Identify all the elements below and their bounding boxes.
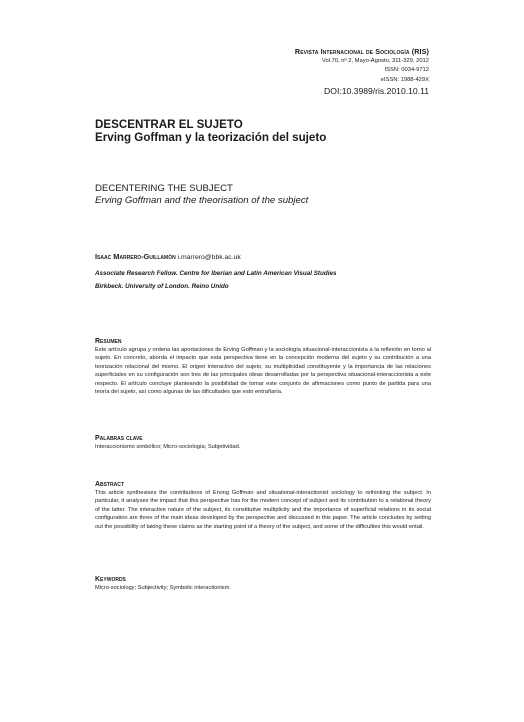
author-affiliation-1: Associate Research Fellow. Centre for Iberian and Latin American Visual Studies xyxy=(95,270,337,277)
author-block xyxy=(95,252,435,293)
subtitle-en: Erving Goffman and the theorisation of the subject xyxy=(95,195,309,206)
abstract-heading: Abstract xyxy=(95,481,124,488)
keywords-section xyxy=(95,575,431,592)
keywords-heading: Keywords xyxy=(95,576,126,583)
resumen-heading: Resumen xyxy=(95,338,122,345)
author-affiliation-2: Birkbeck. University of London. Reino Unido xyxy=(95,283,229,291)
palabras-clave-body: Interaccionismo simbólico; Micro-sociología; Subjetividad. xyxy=(95,444,241,450)
title-es: DESCENTRAR EL SUJETO xyxy=(95,118,243,131)
journal-issn: ISSN: 0034-9712 xyxy=(384,67,429,74)
keywords-body: Micro-sociology; Subjectivity; Symbolic interactionism. xyxy=(95,585,231,591)
journal-header xyxy=(295,47,429,97)
author-email: i.marrero@bbk.ac.uk xyxy=(177,254,241,261)
journal-volume: Vol.70, nº 2, Mayo-Agosto, 311-329, 2012 xyxy=(321,57,429,64)
title-en: DECENTERING THE SUBJECT xyxy=(95,183,233,194)
abstract-section xyxy=(95,480,431,531)
author-name: Isaac Marrero-Guillamón xyxy=(95,252,176,261)
abstract-body: This article synthesises the contributions of Erving Goffman and situational-interactionist sociology to rethinking the subject. In particular, it analyses the impact that this perspective has for the modern concept of subject and its contribution to a relational theory of the latter. The interactive nature of the subject, its constitutive multiplicity and the importance of superficial relations in its social configuration are three of the main ideas developed by the perspective and discussed in this paper. The article concludes by setting out the possibility of taking these claims as the starting point of a theory of the subject, and some of the difficulties this would entail. xyxy=(95,490,431,530)
palabras-clave-heading: Palabras clave xyxy=(95,435,143,442)
subtitle-es: Erving Goffman y la teorización del sujeto xyxy=(95,131,327,144)
author-line xyxy=(95,252,435,262)
journal-doi: DOI:10.3989/ris.2010.10.11 xyxy=(324,86,429,97)
spanish-title-block xyxy=(95,118,435,144)
resumen-body: Este artículo agrupa y ordena las aportaciones de Erving Goffman y la sociología situacional-interaccionista a la reflexión en torno al sujeto. En concreto, aborda el impacto que esta perspectiva tiene en la concepción moderna del sujeto y su contribución a una teorización relacional del mismo. El origen interactivo del sujeto, su multiplicidad constituyente y la importancia de las relaciones superficiales en su configuración son tres de las principales ideas desarrolladas por la perspectiva situacional-interaccionista a este respecto. El artículo concluye planteando la posibilidad de tomar este conjunto de afirmaciones como punto de partida para una teoría del sujeto, así como algunas de las dificultades que esto entrañaría. xyxy=(95,347,431,396)
palabras-clave-section xyxy=(95,434,431,451)
journal-name: Revista Internacional de Sociología (RIS) xyxy=(294,47,429,56)
journal-eissn: eISSN: 1988-429X xyxy=(380,76,429,83)
resumen-section xyxy=(95,337,431,396)
english-title-block xyxy=(95,183,435,207)
